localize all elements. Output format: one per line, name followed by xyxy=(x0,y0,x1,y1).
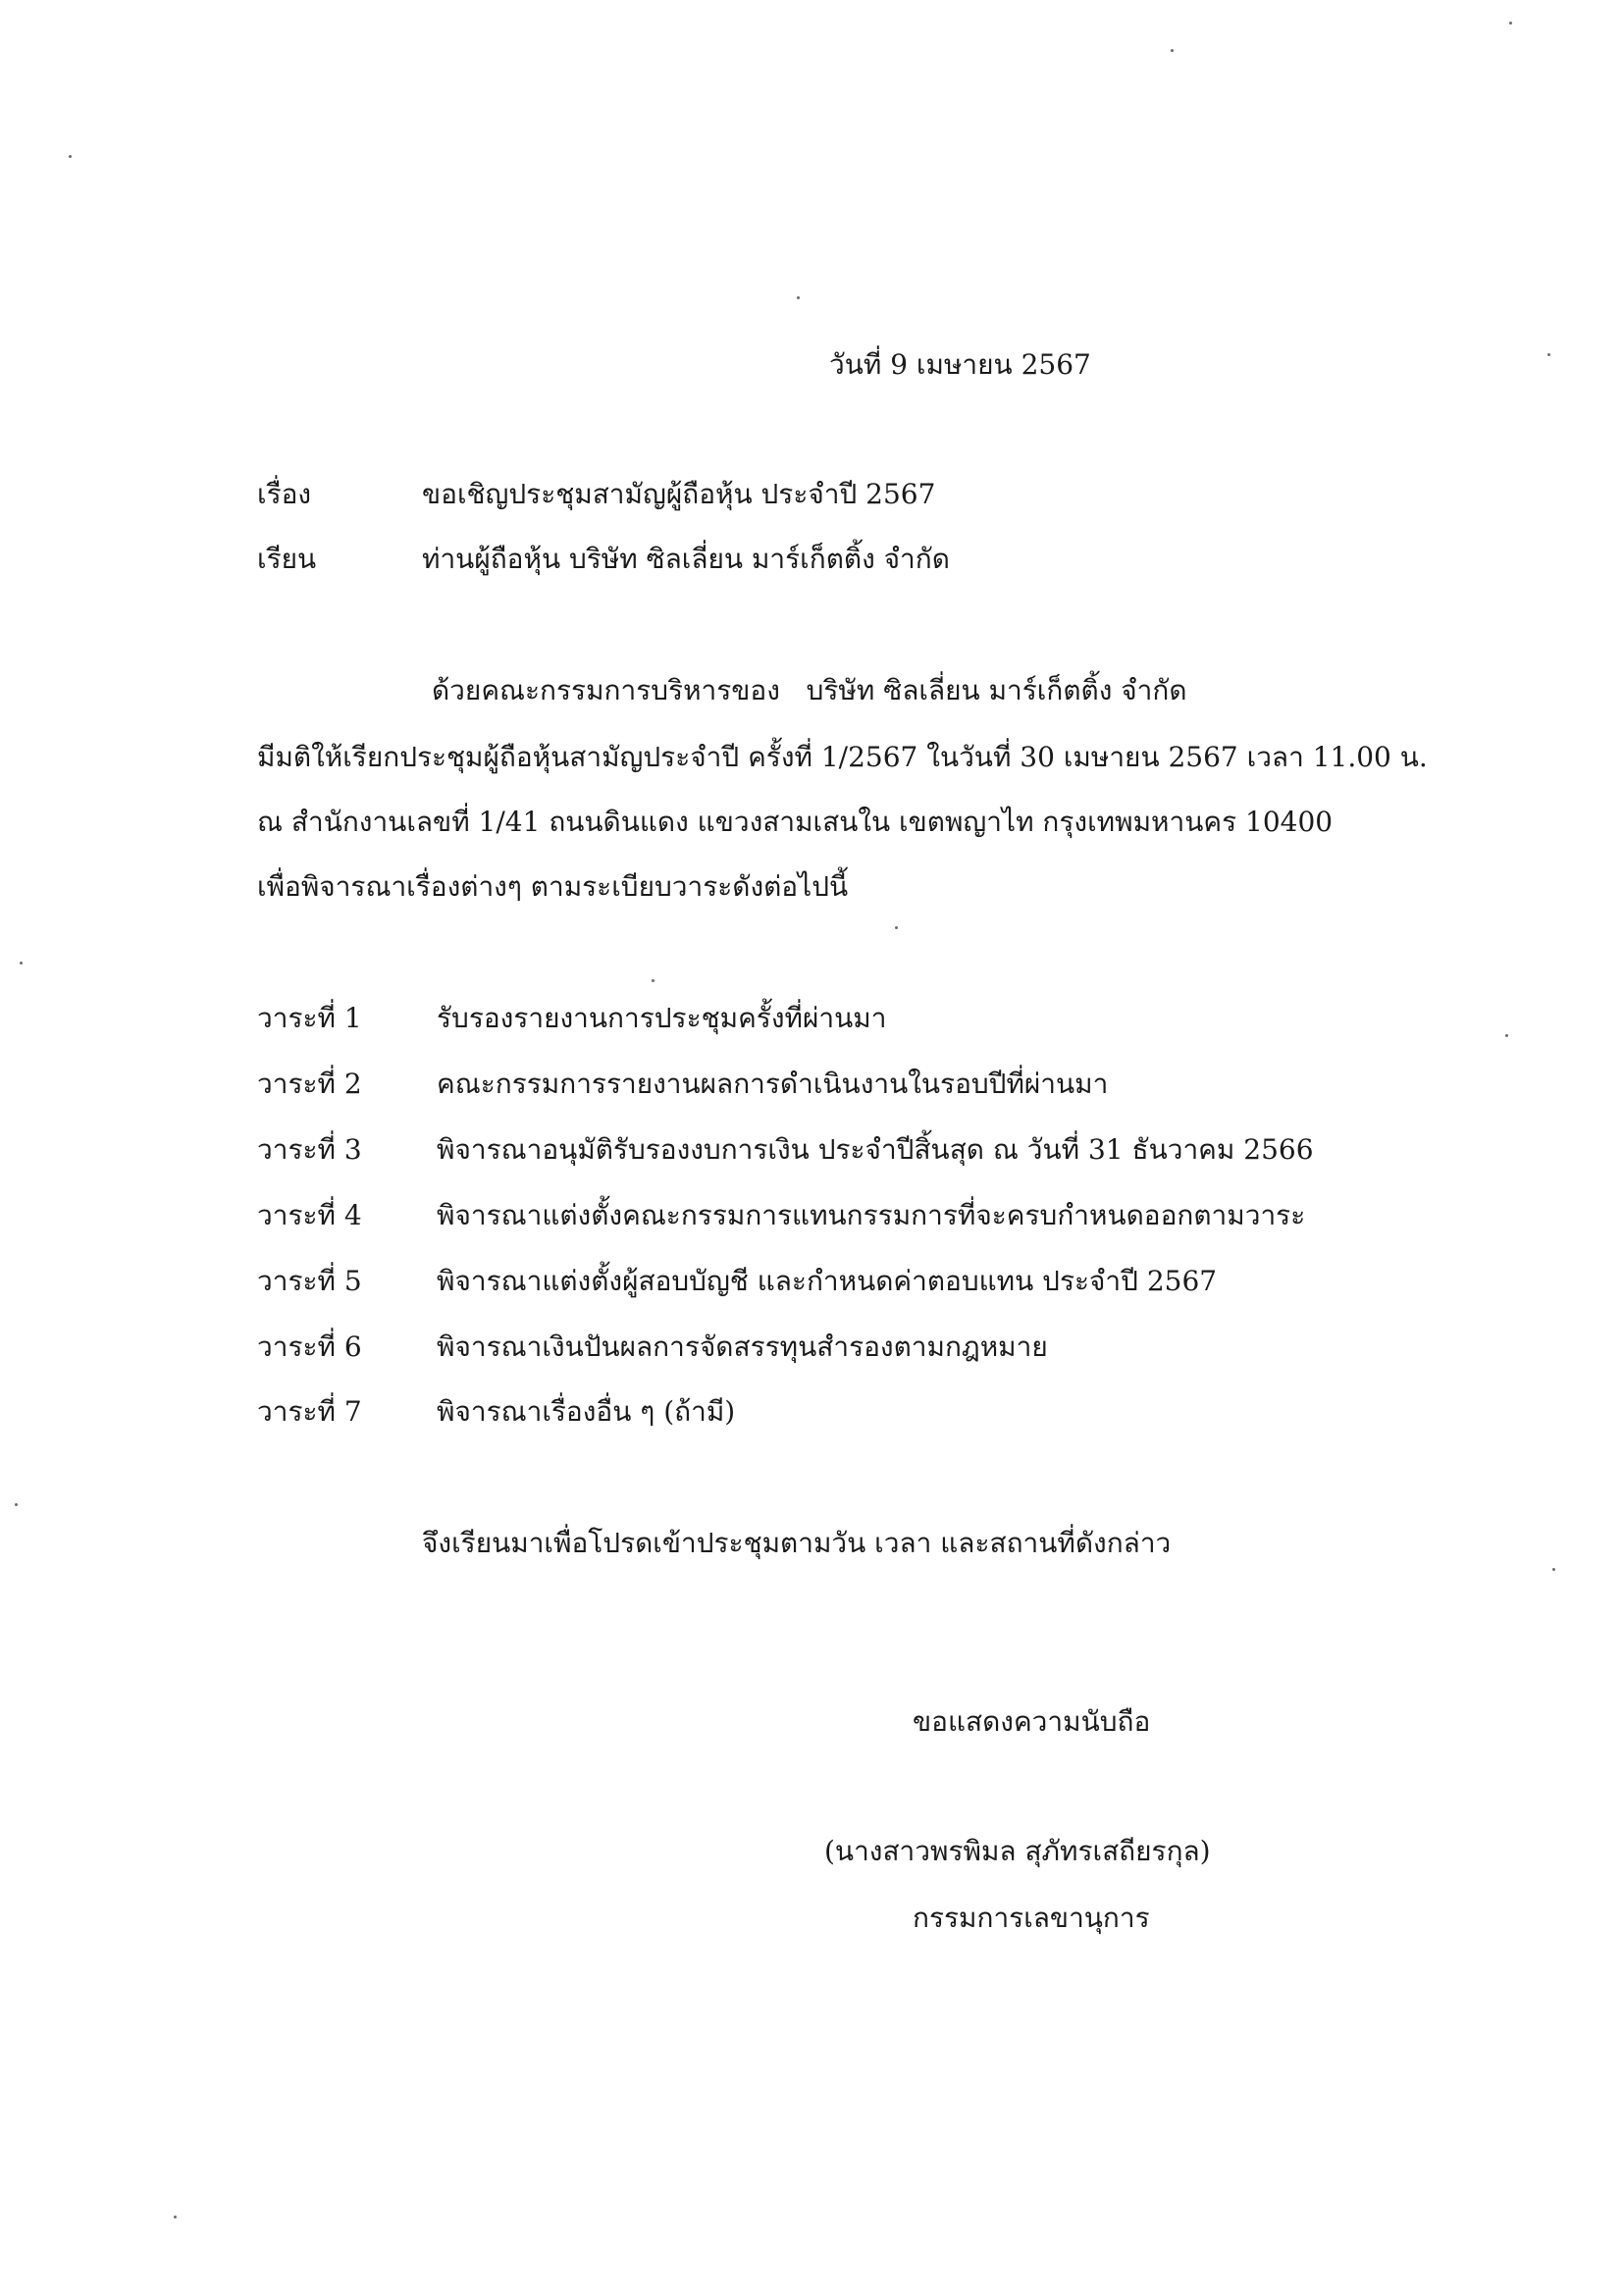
body-line-4: เพื่อพิจารณาเรื่องต่างๆ ตามระเบียบวาระดังต่อไปนี้ xyxy=(257,870,849,903)
subject-label: เรื่อง xyxy=(257,478,312,510)
agenda-label: วาระที่ 2 xyxy=(257,1068,362,1100)
regards: ขอแสดงความนับถือ xyxy=(913,1705,1151,1738)
recipient-value: ท่านผู้ถือหุ้น บริษัท ซิลเลี่ยน มาร์เก็ตติ้ง จำกัด xyxy=(422,543,950,575)
agenda-label: วาระที่ 7 xyxy=(257,1395,362,1428)
agenda-text: คณะกรรมการรายงานผลการดำเนินงานในรอบปีที่ผ่านมา xyxy=(437,1068,1109,1100)
scan-speck xyxy=(1509,22,1512,25)
agenda-text: พิจารณาแต่งตั้งผู้สอบบัญชี และกำหนดค่าตอบแทน ประจำปี 2567 xyxy=(437,1265,1218,1297)
scan-speck xyxy=(69,155,72,158)
agenda-text: พิจารณาเงินปันผลการจัดสรรทุนสำรองตามกฎหมาย xyxy=(437,1331,1048,1363)
closing-line: จึงเรียนมาเพื่อโปรดเข้าประชุมตามวัน เวลา และสถานที่ดังกล่าว xyxy=(422,1527,1172,1559)
scan-speck xyxy=(895,926,898,929)
scan-speck xyxy=(797,296,800,299)
scan-speck xyxy=(174,2216,177,2218)
body-line-2: มีมติให้เรียกประชุมผู้ถือหุ้นสามัญประจำปี ครั้งที่ 1/2567 ในวันที่ 30 เมษายน 2567 เวลา 11.00 น. xyxy=(257,741,1428,773)
recipient-label: เรียน xyxy=(257,543,317,575)
agenda-label: วาระที่ 1 xyxy=(257,1002,362,1034)
body-line-3: ณ สำนักงานเลขที่ 1/41 ถนนดินแดง แขวงสามเสนใน เขตพญาไท กรุงเทพมหานคร 10400 xyxy=(257,806,1334,838)
letter-date: วันที่ 9 เมษายน 2567 xyxy=(829,348,1091,381)
agenda-label: วาระที่ 6 xyxy=(257,1331,362,1363)
scan-speck xyxy=(1171,49,1174,52)
signer-title: กรรมการเลขานุการ xyxy=(913,1902,1150,1934)
agenda-text: รับรองรายงานการประชุมครั้งที่ผ่านมา xyxy=(437,1002,887,1034)
scan-speck xyxy=(652,979,654,982)
scan-speck xyxy=(1552,1568,1555,1571)
scan-speck xyxy=(20,962,23,965)
scan-speck xyxy=(1547,353,1550,356)
subject-value: ขอเชิญประชุมสามัญผู้ถือหุ้น ประจำปี 2567 xyxy=(422,478,936,510)
signer-name: (นางสาวพรพิมล สุภัทรเสถียรกุล) xyxy=(824,1835,1211,1867)
body-line-1: ด้วยคณะกรรมการบริหารของ บริษัท ซิลเลี่ยน มาร์เก็ตติ้ง จำกัด xyxy=(432,674,1187,706)
agenda-text: พิจารณาเรื่องอื่น ๆ (ถ้ามี) xyxy=(437,1395,736,1428)
scan-speck xyxy=(15,1503,18,1506)
agenda-label: วาระที่ 5 xyxy=(257,1265,362,1297)
agenda-text: พิจารณาแต่งตั้งคณะกรรมการแทนกรรมการที่จะครบกำหนดออกตามวาระ xyxy=(437,1199,1306,1231)
agenda-text: พิจารณาอนุมัติรับรองงบการเงิน ประจำปีสิ้นสุด ณ วันที่ 31 ธันวาคม 2566 xyxy=(437,1133,1314,1166)
agenda-label: วาระที่ 4 xyxy=(257,1199,362,1231)
scan-speck xyxy=(1505,1034,1508,1037)
agenda-label: วาระที่ 3 xyxy=(257,1133,362,1166)
